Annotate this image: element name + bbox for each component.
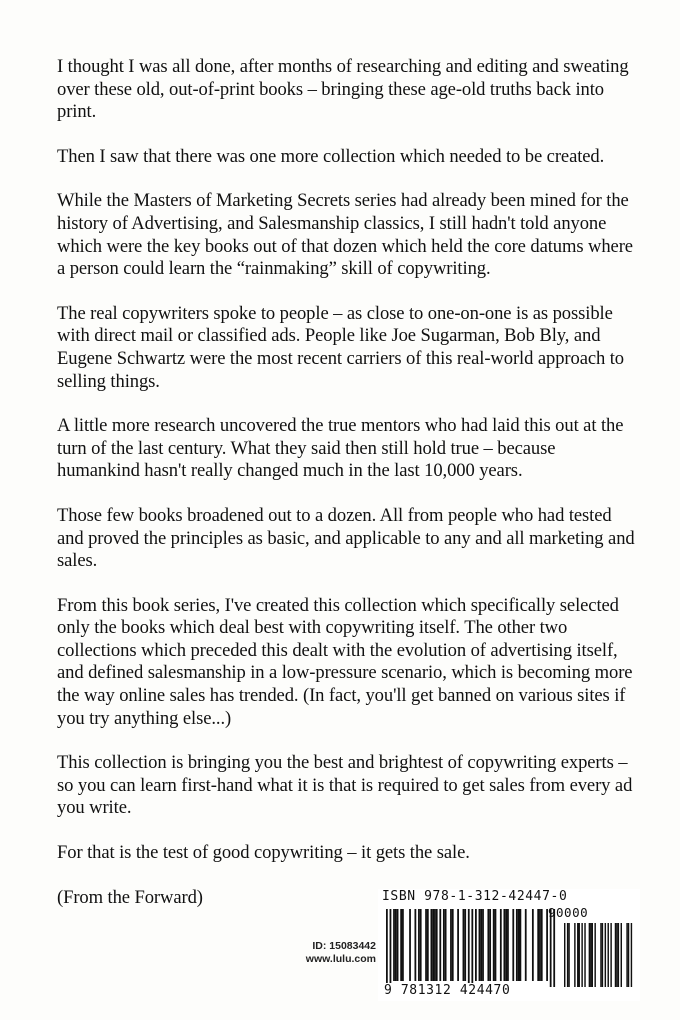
- barcode-bar: [471, 909, 473, 987]
- barcode-bar: [450, 909, 452, 981]
- barcode-bar: [386, 909, 388, 987]
- paragraph-6: Those few books broadened out to a dozen. All from people who had tested and proved the principles as basic, and applicable to any and all marketing and sales.: [57, 504, 635, 572]
- barcode-bar: [393, 909, 395, 981]
- paragraph-2: Then I saw that there was one more collection which needed to be created.: [57, 145, 605, 167]
- barcode-bar: [427, 909, 429, 981]
- barcode-bar: [390, 909, 392, 987]
- addon-bar: [581, 923, 582, 987]
- addon-bar: [567, 923, 568, 987]
- barcode-bar: [541, 909, 543, 981]
- paragraph-9: For that is the test of good copywriting – it gets the sale.: [57, 842, 470, 864]
- addon-bar: [594, 923, 595, 987]
- addon-bar: [621, 923, 622, 987]
- addon-bar: [590, 923, 591, 987]
- paragraph-7: From this book series, I've created this collection which specifically selected only the books which deal best with copywriting itself. The other two collections which preceded this dealt with the evolution of advertising itself, and defined salesmanship in a low-pressure scenario, which is becoming more the way online sales has trended. (In fact, you'll get banned on various sites if you try anything else...): [57, 594, 633, 729]
- barcode-bar: [518, 909, 520, 981]
- barcode-bar: [512, 909, 514, 981]
- barcode-bar: [409, 909, 411, 981]
- barcode-bar: [464, 909, 466, 981]
- barcode-bar: [550, 909, 552, 987]
- addon-bar: [600, 923, 601, 987]
- barcode-bar: [432, 909, 434, 981]
- barcode-bar: [414, 909, 416, 981]
- publisher-info: [280, 940, 376, 966]
- barcode-bar: [475, 909, 477, 981]
- isbn-barcode: [378, 889, 640, 1001]
- barcode-bar: [395, 909, 397, 981]
- addon-bar: [608, 923, 609, 987]
- addon-bar: [577, 923, 578, 987]
- paragraph-1: I thought I was all done, after months of researching and editing and sweating over these old, out-of-print books – bringing these age-old truths back into print.: [57, 56, 629, 123]
- barcode-bar: [468, 909, 470, 987]
- barcode-bar: [463, 909, 465, 981]
- barcode-bar: [505, 909, 507, 981]
- barcode-bar: [480, 909, 482, 981]
- paragraph-10: (From the Forward): [57, 886, 203, 908]
- barcode-bar: [439, 909, 441, 981]
- barcode-bar: [553, 909, 555, 987]
- addon-bar: [605, 923, 606, 987]
- barcode-bar: [525, 909, 527, 981]
- paragraph-5: A little more research uncovered the true mentors who had laid this out at the turn of the last century. What they said then still hold true – because humankind hasn't really changed much in the last 10,000 years.: [57, 415, 624, 482]
- barcode-digits: 9 781312 424470: [384, 983, 511, 998]
- barcode-bar: [402, 909, 404, 981]
- addon-bar: [610, 923, 611, 987]
- addon-bar: [592, 923, 593, 987]
- addon-bar: [626, 923, 627, 987]
- barcode-bar: [420, 909, 422, 981]
- barcode-bar: [457, 909, 459, 981]
- barcode-bar: [487, 909, 489, 981]
- addon-bar: [579, 923, 580, 987]
- addon-bar: [602, 923, 603, 987]
- addon-bar: [615, 923, 616, 987]
- barcode-bar: [495, 909, 497, 981]
- addon-bar: [564, 923, 565, 987]
- publisher-id: ID: 15083442: [312, 940, 376, 952]
- addon-bar: [584, 923, 585, 987]
- barcode-bar: [537, 909, 539, 981]
- addon-bar: [568, 923, 569, 987]
- barcode-bar: [482, 909, 484, 981]
- barcode-bar: [516, 909, 518, 981]
- back-cover-text: [57, 56, 637, 931]
- barcode-bar: [503, 909, 505, 981]
- barcode-bar: [436, 909, 438, 981]
- addon-bar: [589, 923, 590, 987]
- barcode-bar: [400, 909, 402, 981]
- barcode-bar: [425, 909, 427, 981]
- barcode-bar: [532, 909, 534, 981]
- barcode-bar: [489, 909, 491, 981]
- addon-bar: [574, 923, 575, 987]
- paragraph-3: While the Masters of Marketing Secrets series had already been mined for the history of Advertising, and Salesmanship classics, I still hadn't told anyone which were the key books out of that dozen which held the core datums where a person could learn the “rainmaking” skill of copywriting.: [57, 190, 633, 280]
- addon-bar: [631, 923, 632, 987]
- barcode-bar: [418, 909, 420, 981]
- addon-bar: [618, 923, 619, 987]
- barcode-bar: [500, 909, 502, 981]
- barcode-bars: [378, 909, 640, 987]
- isbn-label: ISBN 978-1-312-42447-0: [382, 889, 568, 904]
- paragraph-8: This collection is bringing you the best and brightest of copywriting experts – so you can learn first-hand what it is that is required to get sales from every ad you write.: [57, 752, 633, 819]
- barcode-bar: [507, 909, 509, 981]
- barcode-bar: [431, 909, 433, 981]
- barcode-bar: [452, 909, 454, 981]
- barcode-bar: [479, 909, 481, 981]
- barcode-bar: [493, 909, 495, 981]
- barcode-bar: [397, 909, 399, 981]
- publisher-url: www.lulu.com: [305, 953, 376, 965]
- paragraph-4: The real copywriters spoke to people – as close to one-on-one is as possible with direct mail or classified ads. People like Joe Sugarman, Bob Bly, and Eugene Schwartz were the most recent carriers of this real-world approach to selling things.: [57, 302, 625, 392]
- price-code: 90000: [548, 905, 589, 920]
- addon-bar: [628, 923, 629, 987]
- barcode-bar: [434, 909, 436, 981]
- barcode-bar: [445, 909, 447, 981]
- barcode-bar: [539, 909, 541, 981]
- addon-bar: [616, 923, 617, 987]
- barcode-bar: [520, 909, 522, 981]
- barcode-bar: [443, 909, 445, 981]
